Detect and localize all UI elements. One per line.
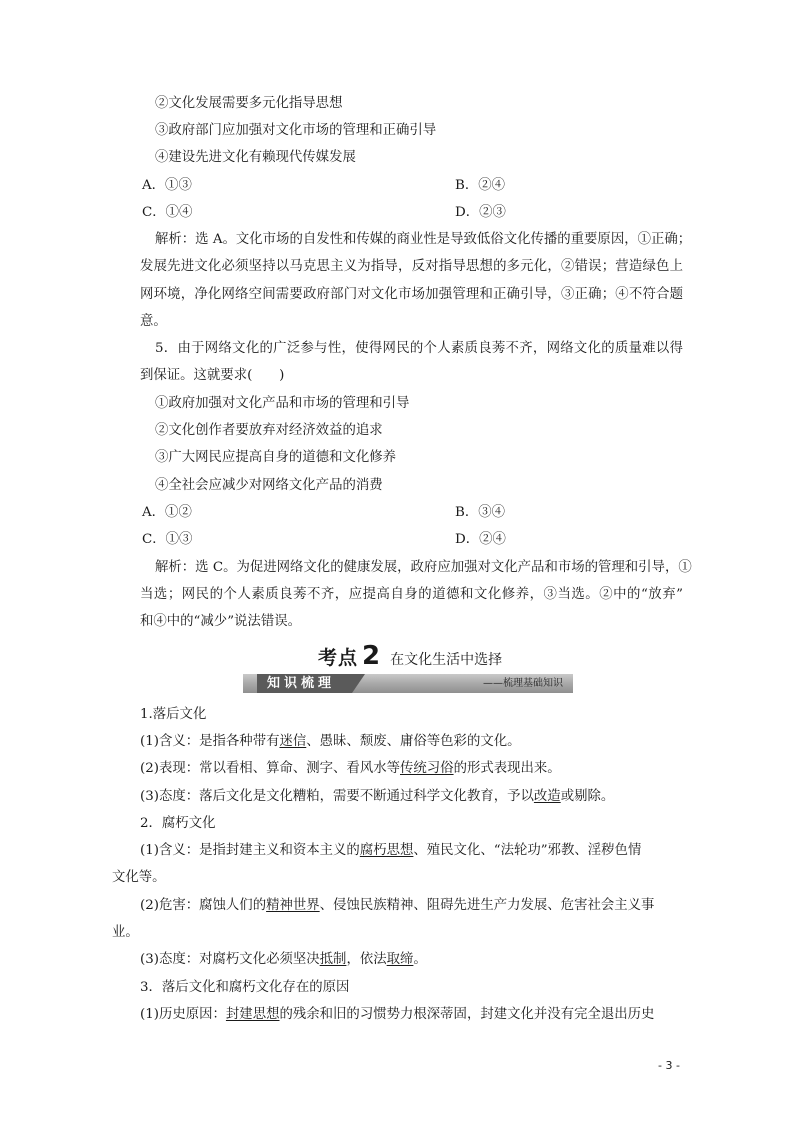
k2-meaning: (1)含义：是指封建主义和资本主义的腐朽思想、殖民文化、“法轮功”邪教、淫秽色情 [140,843,642,858]
k2-heading: 2．腐朽文化 [140,816,216,831]
banner-subtitle: ——梳理基础知识 [483,678,563,689]
banner-label: 知识梳理 [267,676,336,691]
k3-history-blank: 封建思想 [225,1007,280,1022]
q5-option-2: ②文化创作者要放弃对经济效益的追求 [155,423,383,438]
q4-analysis-line-1: 解析：选 A。文化市场的自发性和传媒的商业性是导致低俗文化传播的重要原因，①正确； [155,232,692,247]
q4-choice-c: C．①④ [142,205,193,220]
q5-choice-d: D．②④ [455,532,506,547]
q5-stem-line-2: 到保证。这就要求( ) [140,368,285,383]
q5-choice-a: A．①② [142,505,192,520]
k2-meaning-blank: 腐朽思想 [359,843,414,858]
k1-attitude: (3)态度：落后文化是文化糟粕，需要不断通过科学文化教育，予以改造或剔除。 [140,789,615,804]
page-number: - 3 - [658,1059,680,1072]
k3-history: (1)历史原因：封建思想的残余和旧的习惯势力根深蒂固，封建文化并没有完全退出历史 [140,1007,655,1022]
section-heading [318,641,503,671]
knowledge-banner [243,674,573,693]
section-number: 2 [362,641,381,671]
k2-meaning-line-2: 文化等。 [112,870,166,885]
q4-analysis-line-3: 网环境，净化网络空间需要政府部门对文化市场加强管理和正确引导，③正确；④不符合题 [140,287,683,302]
k3-heading: 3．落后文化和腐朽文化存在的原因 [140,980,350,995]
q5-option-4: ④全社会应减少对网络文化产品的消费 [155,478,383,493]
k1-manifestation-blank: 传统习俗 [400,761,454,776]
q5-analysis-line-1: 解析：选 C。为促进网络文化的健康发展，政府应加强对文化产品和市场的管理和引导，① [155,560,692,575]
q5-analysis-line-3: 和④中的“减少”说法错误。 [140,614,301,629]
k1-attitude-blank: 改造 [533,789,561,804]
q4-analysis-line-4: 意。 [140,314,167,329]
k1-heading: 1.落后文化 [140,707,207,722]
q4-choice-d: D．②③ [455,205,506,220]
q5-option-1: ①政府加强对文化产品和市场的管理和引导 [155,396,410,411]
q4-option-2: ②文化发展需要多元化指导思想 [155,96,343,111]
k1-meaning-blank: 迷信 [279,734,307,749]
k2-attitude-blank-1: 抵制 [319,952,347,967]
section-word: 考点 [318,647,359,669]
q4-option-4: ④建设先进文化有赖现代传媒发展 [155,150,356,165]
k2-harm-blank: 精神世界 [266,898,320,913]
k1-meaning: (1)含义：是指各种带有迷信、愚昧、颓废、庸俗等色彩的文化。 [140,734,521,749]
k2-attitude-blank-2: 取缔 [386,952,414,967]
q4-option-3: ③政府部门应加强对文化市场的管理和正确引导 [155,123,437,138]
q4-choice-a: A．①③ [142,178,192,193]
k2-attitude: (3)态度：对腐朽文化必须坚决抵制，依法取缔。 [140,952,427,967]
q5-choice-c: C．①③ [142,532,193,547]
k2-harm: (2)危害：腐蚀人们的精神世界、侵蚀民族精神、阻碍先进生产力发展、危害社会主义事 [140,898,655,913]
q5-option-3: ③广大网民应提高自身的道德和文化修养 [155,450,397,465]
k2-harm-line-2: 业。 [112,925,139,940]
section-title: 在文化生活中选择 [390,652,503,668]
k1-manifestation: (2)表现：常以看相、算命、测字、看风水等传统习俗的形式表现出来。 [140,761,561,776]
q5-choice-b: B．③④ [455,505,506,520]
q5-stem-line-1: 5．由于网络文化的广泛参与性，使得网民的个人素质良莠不齐，网络文化的质量难以得 [155,341,683,356]
q4-choice-b: B．②④ [455,178,506,193]
q4-analysis-line-2: 发展先进文化必须坚持以马克思主义为指导，反对指导思想的多元化，②错误；营造绿色上 [140,259,683,274]
q5-analysis-line-2: 当选；网民的个人素质良莠不齐，应提高自身的道德和文化修养，③当选。②中的“放弃” [140,587,683,602]
